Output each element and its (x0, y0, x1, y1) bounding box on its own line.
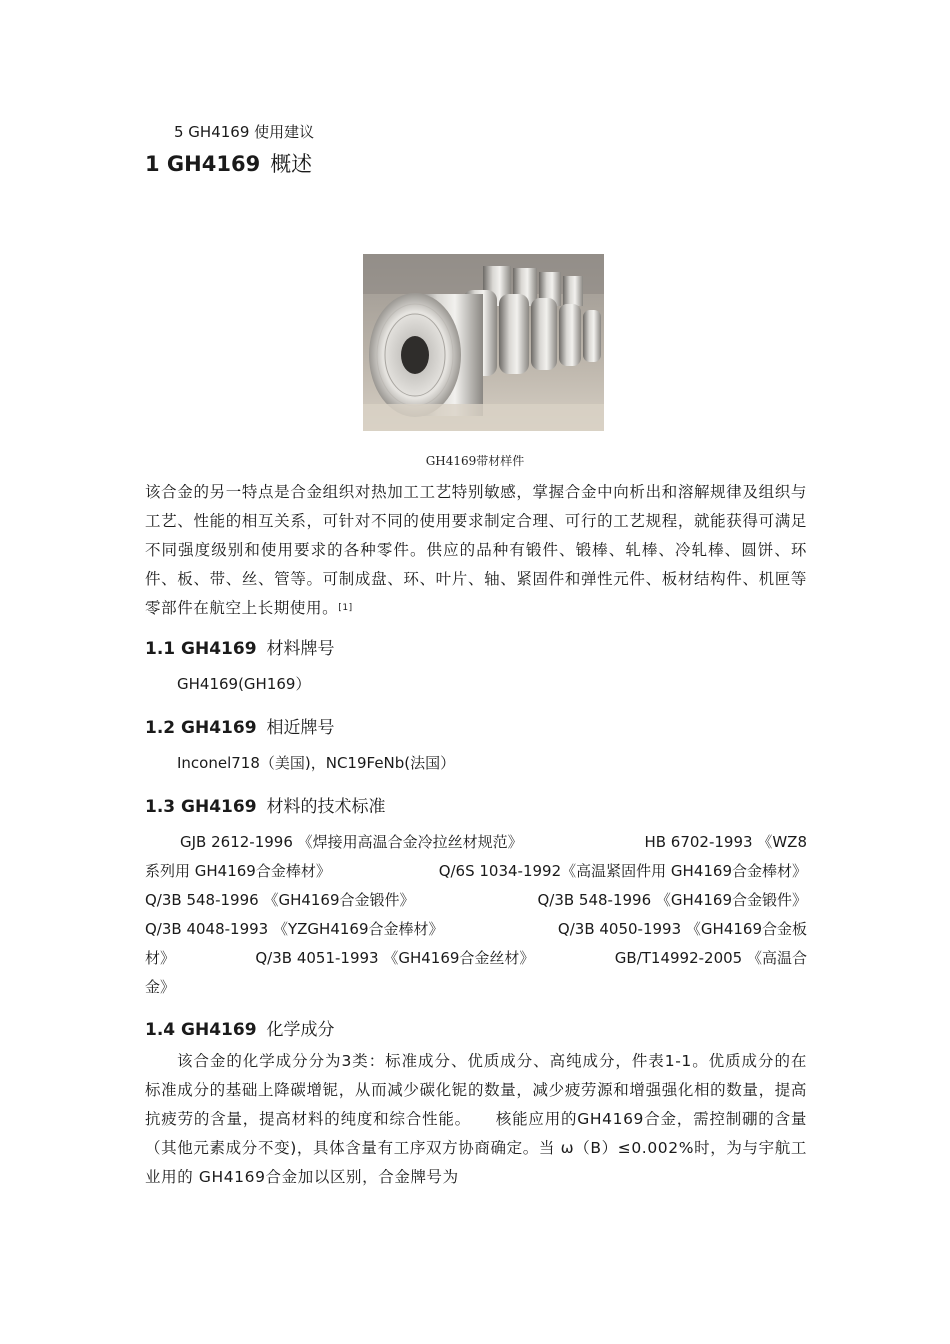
figure-caption: GH4169带材样件 (425, 454, 525, 468)
standard-entry: HB 6702-1993 《WZ8 (644, 833, 807, 851)
section-heading-1-2 (145, 713, 335, 738)
section-heading-1 (145, 148, 312, 178)
standard-entry: Q/6S 1034-1992《高温紧固件用 GH4169合金棒材》 (438, 862, 807, 880)
standard-entry: GB/T14992-2005 《高温合 (614, 949, 807, 967)
standard-entry: 材》 (145, 949, 176, 967)
standard-entry: Q/3B 548-1996 《GH4169合金锻件》 (145, 891, 415, 909)
section-title: 化学成分 (266, 1020, 335, 1040)
section-number: 1 GH4169 (145, 152, 261, 176)
standards-line (145, 976, 807, 997)
standards-line (145, 918, 807, 939)
section-number: 1.2 GH4169 (145, 718, 257, 738)
standard-entry: 系列用 GH4169合金棒材》 (145, 862, 331, 880)
standards-line (145, 947, 807, 968)
citation-ref[interactable]: [1] (338, 603, 353, 613)
section-number: 1.3 GH4169 (145, 797, 257, 817)
standard-entry: 金》 (145, 978, 176, 996)
composition-paragraph: 该合金的化学成分分为3类：标准成分、优质成分、高纯成分，件表1-1。优质成分的在标准成分的基础上降碳增铌，从而减少碳化铌的数量，减少疲劳源和增强强化相的数量，提高抗疲劳的含量，提高材料的纯度和综合性能。 核能应用的GH4169合金，需控制硼的含量（其他元素成分不变)，具体含量有工序双方协商确定。当 ω（B）≤0.002%时，为与宇航工业用的 GH4169合金加以区别，合金牌号为 (145, 1052, 807, 1186)
coil-front (369, 293, 483, 417)
section-heading-1-3 (145, 792, 386, 817)
standard-entry: GJB 2612-1996 《焊接用高温合金冷拉丝材规范》 (180, 833, 523, 851)
section-number: 1.1 GH4169 (145, 639, 257, 659)
standards-line (145, 889, 807, 910)
grade-text: GH4169(GH169） (177, 675, 311, 693)
standard-entry: Q/3B 4048-1993 《YZGH4169合金棒材》 (145, 920, 444, 938)
intro-paragraph (145, 478, 807, 623)
section-heading-1-1 (145, 634, 335, 659)
toc-item: 5 GH4169 使用建议 (174, 123, 315, 141)
section-title: 材料牌号 (266, 639, 335, 659)
standard-entry: Q/3B 548-1996 《GH4169合金锻件》 (537, 891, 807, 909)
section-heading-1-4 (145, 1015, 335, 1040)
intro-text: 该合金的另一特点是合金组织对热加工工艺特别敏感，掌握合金中向析出和溶解规律及组织与工艺、性能的相互关系，可针对不同的使用要求制定合理、可行的工艺规程，就能获得可满足不同强度级别和使用要求的各种零件。供应的品种有锻件、锻棒、轧棒、冷轧棒、圆饼、环件、板、带、丝、管等。可制成盘、环、叶片、轴、紧固件和弹性元件、板材结构件、机匣等零部件在航空上长期使用。 (145, 483, 807, 617)
standards-line (145, 860, 807, 881)
similar-grades-text: Inconel718（美国)，NC19FeNb(法国） (177, 754, 456, 772)
section-title: 概述 (270, 152, 313, 176)
section-title: 相近牌号 (266, 718, 335, 738)
section-title: 材料的技术标准 (266, 797, 386, 817)
standards-line (180, 831, 807, 852)
section-number: 1.4 GH4169 (145, 1020, 257, 1040)
strip-coil-photo (363, 254, 604, 431)
standard-entry: Q/3B 4051-1993 《GH4169合金丝材》 (255, 949, 535, 967)
standard-entry: Q/3B 4050-1993 《GH4169合金板 (557, 920, 807, 938)
